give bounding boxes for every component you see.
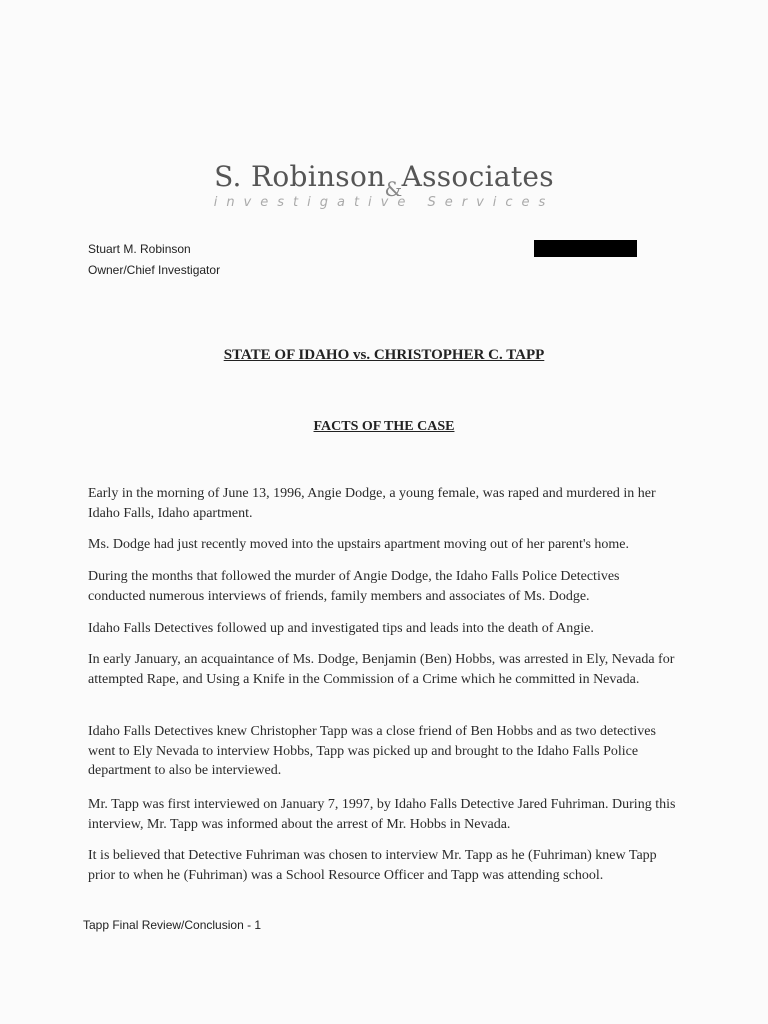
paragraph-5: In early January, an acquaintance of Ms. Dodge, Benjamin (Ben) Hobbs, was arrested in Ely, Nevada for attempted Rape, and Using a Knife in the Commission of a Crime which he committed in Nevada. [88,652,675,687]
sender-name: Stuart M. Robinson [88,242,191,256]
company-tagline: investigative Services [213,195,555,210]
letterhead-logo [0,160,768,210]
paragraph-7: Mr. Tapp was first interviewed on January 7, 1997, by Idaho Falls Detective Jared Fuhriman. During this interview, Mr. Tapp was informed about the arrest of Mr. Hobbs in Nevada. [88,797,676,832]
paragraph-3: During the months that followed the murder of Angie Dodge, the Idaho Falls Police Detectives conducted numerous interviews of friends, family members and associates of Ms. Dodge. [88,569,620,604]
sender-block [88,239,220,281]
redaction-bar [534,240,637,257]
paragraph-2: Ms. Dodge had just recently moved into the upstairs apartment moving out of her parent's home. [88,537,630,552]
company-name-part1: S. Robinson [214,160,386,193]
paragraph-4: Idaho Falls Detectives followed up and investigated tips and leads into the death of Angie. [88,621,594,636]
paragraph-1: Early in the morning of June 13, 1996, Angie Dodge, a young female, was raped and murdered in her Idaho Falls, Idaho apartment. [88,486,656,521]
company-name-part2: Associates [401,160,554,193]
document-title: STATE OF IDAHO vs. CHRISTOPHER C. TAPP [223,347,545,363]
page-footer: Tapp Final Review/Conclusion - 1 [83,918,262,932]
sender-title: Owner/Chief Investigator [88,263,221,277]
paragraph-8: It is believed that Detective Fuhriman was chosen to interview Mr. Tapp as he (Fuhriman) knew Tapp prior to when he (Fuhriman) was a School Resource Officer and Tapp was attending school. [88,848,657,883]
company-name [214,160,554,201]
section-heading: FACTS OF THE CASE [313,419,455,434]
company-ampersand: & [384,177,403,201]
paragraph-6: Idaho Falls Detectives knew Christopher Tapp was a close friend of Ben Hobbs and as two detectives went to Ely Nevada to interview Hobbs, Tapp was picked up and brought to the Idaho Falls Police department to also be interviewed. [88,724,656,778]
